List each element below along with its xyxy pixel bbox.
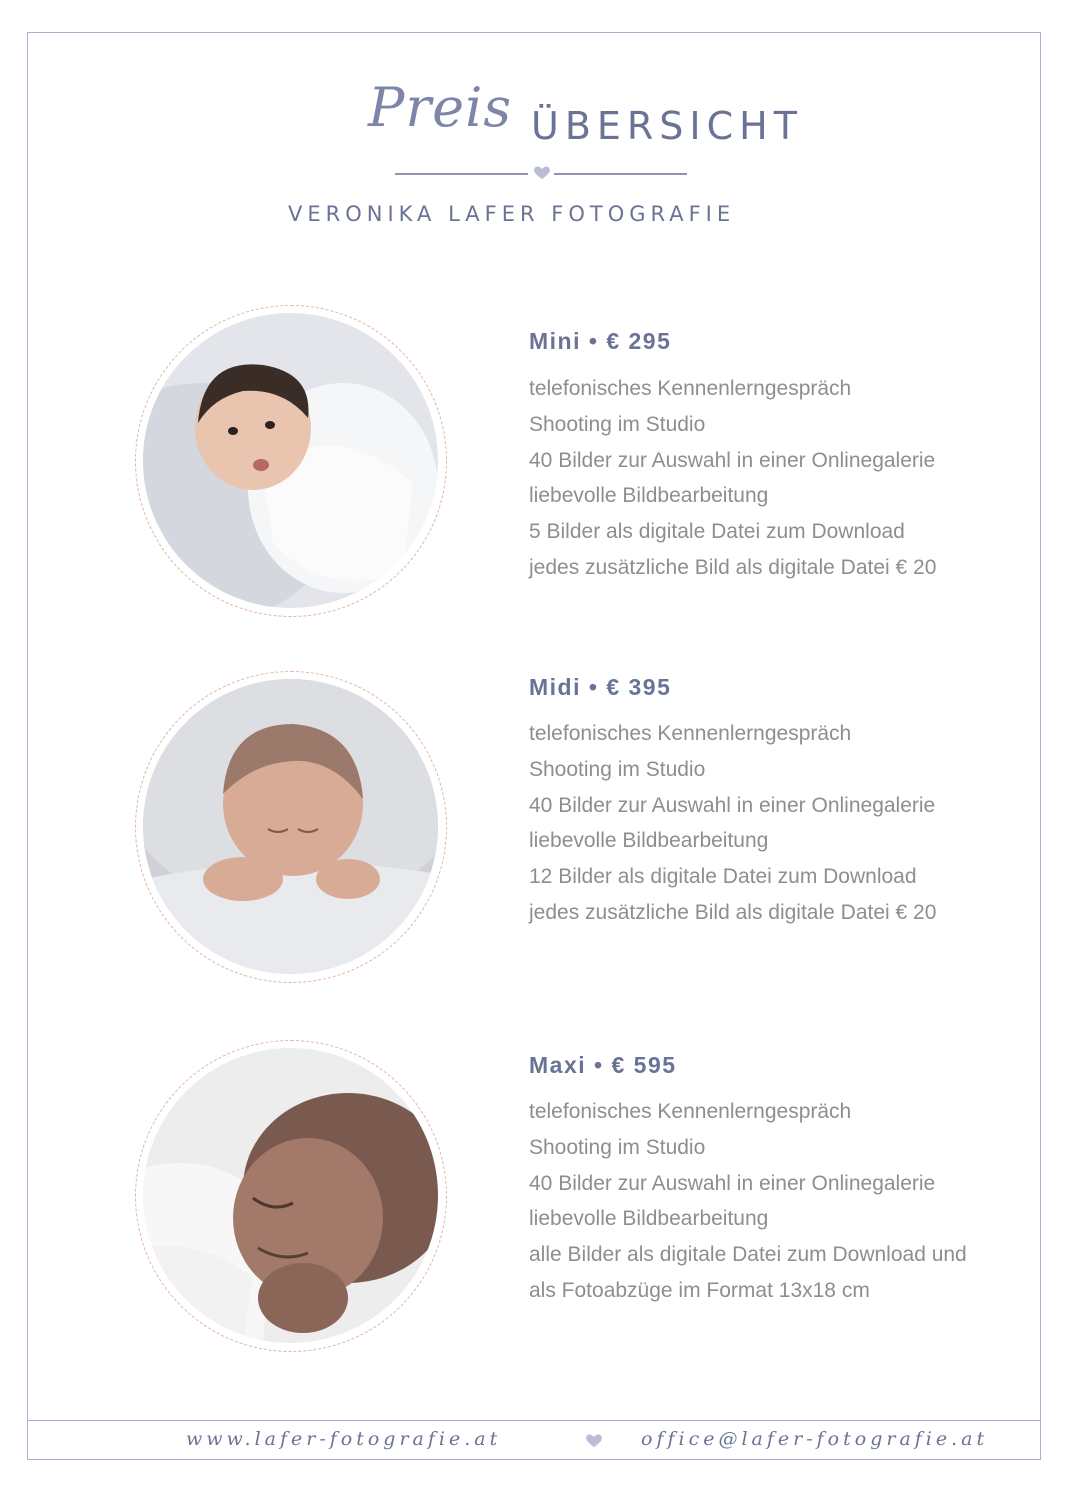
list-item: 12 Bilder als digitale Datei zum Download <box>529 865 917 889</box>
package-title-midi: Midi • € 395 <box>529 674 672 700</box>
package-features-maxi <box>529 1094 967 1309</box>
list-item: telefonisches Kennenlerngespräch <box>529 722 852 745</box>
divider-left <box>395 173 528 175</box>
list-item: 40 Bilder zur Auswahl in einer Onlinegalerie <box>529 1171 936 1195</box>
list-item: liebevolle Bildbearbeitung <box>529 829 769 853</box>
list-item: liebevolle Bildbearbeitung <box>529 484 769 508</box>
list-item: Shooting im Studio <box>529 1135 706 1159</box>
list-item: 40 Bilder zur Auswahl in einer Onlinegalerie <box>529 448 936 472</box>
list-item: liebevolle Bildbearbeitung <box>529 1207 769 1231</box>
page-title: ÜBERSICHT <box>531 104 803 148</box>
footer-website-link[interactable]: www.lafer-fotografie.at <box>186 1428 502 1450</box>
heart-icon <box>533 166 551 180</box>
list-item: 5 Bilder als digitale Datei zum Download <box>529 520 905 544</box>
footer-divider <box>27 1420 1041 1421</box>
heart-icon <box>585 1434 603 1448</box>
list-item: telefonisches Kennenlerngespräch <box>529 1100 852 1123</box>
list-item: Shooting im Studio <box>529 757 706 781</box>
baby-photo <box>143 313 438 608</box>
list-item: alle Bilder als digitale Datei zum Download und <box>529 1243 967 1267</box>
page-title-script: Preis <box>368 76 513 139</box>
list-item: als Fotoabzüge im Format 13x18 cm <box>529 1278 870 1302</box>
divider-right <box>554 173 687 175</box>
baby-photo <box>143 1048 438 1343</box>
package-photo-mini <box>135 305 447 617</box>
package-features-midi <box>529 716 936 931</box>
package-photo-midi <box>135 671 447 983</box>
page-subtitle: VERONIKA LAFER FOTOGRAFIE <box>288 202 736 226</box>
footer-email-link[interactable]: office@lafer-fotografie.at <box>641 1428 989 1450</box>
package-title-mini: Mini • € 295 <box>529 328 672 354</box>
list-item: jedes zusätzliche Bild als digitale Datei € 20 <box>529 900 937 924</box>
baby-photo <box>143 679 438 974</box>
list-item: 40 Bilder zur Auswahl in einer Onlinegalerie <box>529 793 936 817</box>
package-features-mini <box>529 371 936 586</box>
list-item: jedes zusätzliche Bild als digitale Datei € 20 <box>529 555 937 579</box>
list-item: Shooting im Studio <box>529 412 706 436</box>
package-photo-maxi <box>135 1040 447 1352</box>
package-title-maxi: Maxi • € 595 <box>529 1052 677 1078</box>
list-item: telefonisches Kennenlerngespräch <box>529 377 852 400</box>
